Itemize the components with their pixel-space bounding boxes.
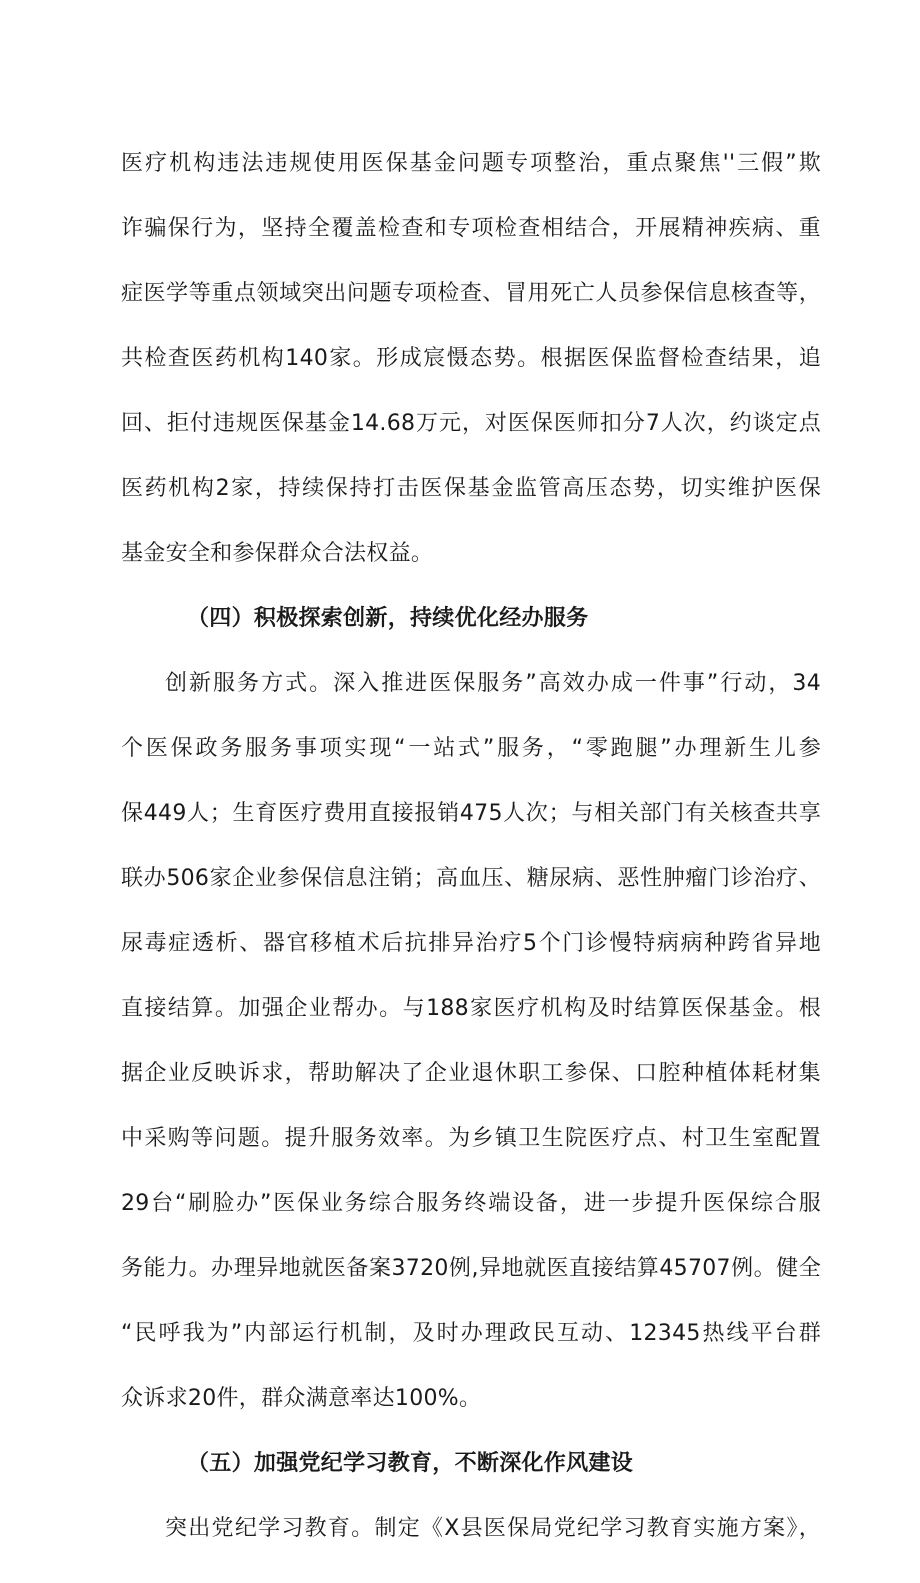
body-text-line: 据企业反映诉求，帮助解决了企业退休职工参保、口腔种植体耗材集	[121, 1061, 821, 1086]
body-text-line: 尿毒症透析、器官移植术后抗排异治疗5个门诊慢特病病种跨省异地	[121, 931, 821, 956]
body-text-line: 诈骗保行为，坚持全覆盖检查和专项检查相结合，开展精神疾病、重	[121, 216, 821, 241]
body-text-line: 直接结算。加强企业帮办。与188家医疗机构及时结算医保基金。根	[121, 996, 821, 1021]
body-text-line: 保449人；生育医疗费用直接报销475人次；与相关部门有关核查共享	[121, 801, 821, 826]
paragraph-first-line: 突出党纪学习教育。制定《X县医保局党纪学习教育实施方案》，	[165, 1516, 821, 1541]
body-text-line: 联办506家企业参保信息注销；高血压、糖尿病、恶性肿瘤门诊治疗、	[121, 866, 821, 891]
paragraph-last-line: 众诉求20件，群众满意率达100%。	[121, 1386, 482, 1411]
body-text-line: 务能力。办理异地就医备案3720例,异地就医直接结算45707例。健全	[121, 1256, 821, 1281]
paragraph-last-line: 基金安全和参保群众合法权益。	[121, 541, 434, 566]
body-text-line: “民呼我为”内部运行机制，及时办理政民互动、12345热线平台群	[121, 1321, 821, 1346]
paragraph-first-line: 创新服务方式。深入推进医保服务”高效办成一件事”行动，34	[165, 671, 821, 696]
body-text-line: 症医学等重点领域突出问题专项检查、冒用死亡人员参保信息核查等，	[121, 281, 821, 306]
body-text-line: 共检查医药机构140家。形成宸慑态势。根据医保监督检查结果，追	[121, 346, 821, 371]
body-text-line: 医药机构2家，持续保持打击医保基金监管高压态势，切实维护医保	[121, 476, 821, 501]
document-body	[121, 153, 821, 1583]
body-text-line: 医疗机构违法违规使用医保基金问题专项整治，重点聚焦''三假”欺	[121, 151, 821, 176]
body-text-line: 中采购等问题。提升服务效率。为乡镇卫生院医疗点、村卫生室配置	[121, 1126, 821, 1151]
body-text-line: 29台“刷脸办”医保业务综合服务终端设备，进一步提升医保综合服	[121, 1191, 821, 1216]
section-heading-5: （五）加强党纪学习教育，不断深化作风建设	[187, 1451, 634, 1476]
section-heading-4: （四）积极探索创新，持续优化经办服务	[187, 606, 589, 631]
body-text-line: 回、拒付违规医保基金14.68万元，对医保医师扣分7人次，约谈定点	[121, 411, 821, 436]
body-text-line: 个医保政务服务事项实现“一站式”服务，“零跑腿”办理新生儿参	[121, 736, 821, 761]
